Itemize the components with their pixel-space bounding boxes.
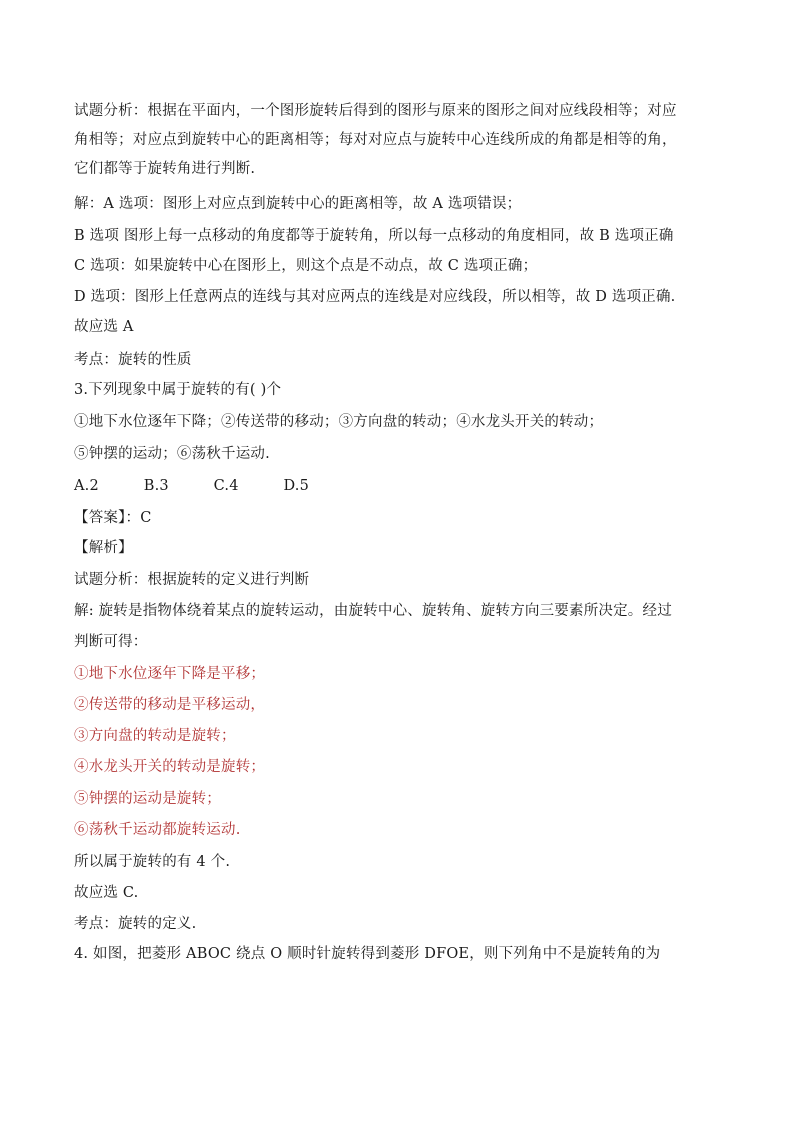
option-c: C.4 xyxy=(213,478,239,494)
conclusion-q3: 故应选 C. xyxy=(74,885,139,901)
option-b: B.3 xyxy=(143,478,169,494)
question-3-stem: 3.下列现象中属于旋转的有( )个 xyxy=(74,382,282,398)
analysis-header-q3: 【解析】 xyxy=(74,540,133,556)
solution-line-2-q3: 判断可得： xyxy=(74,634,148,650)
judgement-5: ⑤钟摆的运动是旋转； xyxy=(74,791,221,807)
analysis-line-q3: 试题分析：根据旋转的定义进行判断 xyxy=(74,572,310,588)
judgement-4: ④水龙头开关的转动是旋转； xyxy=(74,759,266,775)
judgement-2: ②传送带的移动是平移运动， xyxy=(74,697,266,713)
question-3-items-line-2: ⑤钟摆的运动；⑥荡秋千运动. xyxy=(74,446,270,462)
solution-option-c: C 选项：如果旋转中心在图形上，则这个点是不动点，故 C 选项正确； xyxy=(74,258,538,274)
solution-option-a: 解：A 选项：图形上对应点到旋转中心的距离相等，故 A 选项错误； xyxy=(74,196,522,212)
analysis-line-3: 它们都等于旋转角进行判断. xyxy=(74,161,256,177)
judgement-6: ⑥荡秋千运动都旋转运动. xyxy=(74,822,241,838)
solution-option-b: B 选项 图形上每一点移动的角度都等于旋转角，所以每一点移动的角度相同，故 B 选项正确 xyxy=(74,228,674,244)
solution-option-d: D 选项：图形上任意两点的连线与其对应两点的连线是对应线段，所以相等，故 D 选项正确. xyxy=(74,289,676,305)
option-d: D.5 xyxy=(283,478,309,494)
question-4-stem: 4. 如图，把菱形 ABOC 绕点 O 顺时针旋转得到菱形 DFOE，则下列角中不是旋转角的为 xyxy=(74,946,661,962)
analysis-line-1: 试题分析：根据在平面内，一个图形旋转后得到的图形与原来的图形之间对应线段相等；对应 xyxy=(74,103,677,119)
analysis-line-2: 角相等；对应点到旋转中心的距离相等；每对对应点与旋转中心连线所成的角都是相等的角， xyxy=(74,132,677,148)
topic-q3: 考点：旋转的定义. xyxy=(74,916,197,932)
conclusion-q2: 故应选 A xyxy=(74,319,134,335)
count-line-q3: 所以属于旋转的有 4 个. xyxy=(74,854,231,870)
answer-q3: 【答案】：C xyxy=(74,510,152,526)
question-3-options xyxy=(74,476,309,496)
topic-q2: 考点：旋转的性质 xyxy=(74,352,192,368)
question-3-items-line-1: ①地下水位逐年下降；②传送带的移动；③方向盘的转动；④水龙头开关的转动； xyxy=(74,414,604,430)
judgement-1: ①地下水位逐年下降是平移； xyxy=(74,666,266,682)
judgement-3: ③方向盘的转动是旋转； xyxy=(74,728,236,744)
solution-line-1-q3: 解: 旋转是指物体绕着某点的旋转运动，由旋转中心、旋转角、旋转方向三要素所决定。经过 xyxy=(74,603,672,619)
option-a: A.2 xyxy=(74,478,99,494)
